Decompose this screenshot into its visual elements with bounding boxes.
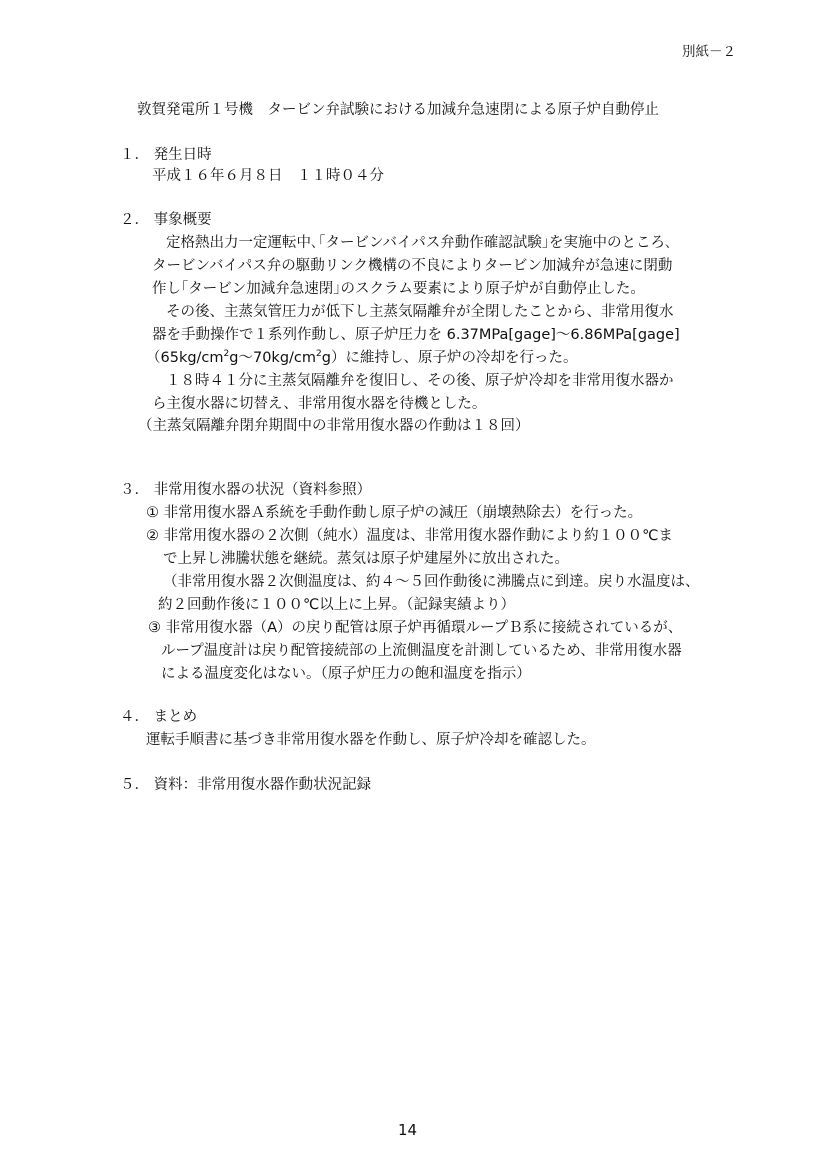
event-summary-line: 定格熱出力一定運転中､｢タービンバイパス弁動作確認試験｣を実施中のところ､ (166, 235, 673, 251)
page-number: 14 (398, 1121, 418, 1139)
event-summary-line: ら主復水器に切替え、非常用復水器を待機とした。 (152, 396, 487, 412)
condenser-status-item: ② 非常用復水器の２次側（純水）温度は、非常用復水器作動により約１００℃ま (146, 528, 673, 544)
event-summary-line: その後、主蒸気管圧力が低下し主蒸気隔離弁が全閉したことから、非常用復水 (166, 304, 674, 320)
section-1-heading: １． 発生日時 (120, 147, 212, 163)
condenser-status-item: ① 非常用復水器Ａ系統を手動作動し原子炉の減圧（崩壊熱除去）を行った。 (146, 505, 643, 521)
section-3-heading: ３． 非常用復水器の状況（資料参照） (120, 482, 372, 498)
event-summary-line: １８時４１分に主蒸気隔離弁を復旧し、その後、原子炉冷却を非常用復水器か (166, 373, 674, 389)
section-4-heading: ４． まとめ (120, 709, 198, 725)
condenser-status-note: （非常用復水器２次側温度は、約４～５回作動後に沸騰点に到達。戻り水温度は、 (163, 574, 700, 590)
event-summary-line: タービンバイパス弁の駆動リンク機構の不良によりタービン加減弁が急速に閉動 (152, 258, 673, 274)
event-summary-note: （主蒸気隔離弁閉弁期間中の非常用復水器の作動は１８回） (138, 418, 530, 434)
pressure-range-line: $(65kg/cm^2g\sim 70kg/cm^2g)$に維持し、原子炉の冷却を行った。 (146, 349, 578, 366)
event-summary-line: 器を手動操作で１系列作動し、原子炉圧力を 6.37MPa[gage]～6.86MPa[gage] (152, 327, 680, 343)
condenser-status-note: 約２回動作後に１００℃以上に上昇。（記録実績より） (158, 597, 516, 613)
event-summary-line: 作し｢タービン加減弁急速閉｣のスクラム要素により原子炉が自動停止した。 (152, 281, 645, 297)
condenser-status-item: による温度変化はない。（原子炉圧力の飽和温度を指示） (161, 666, 531, 682)
annex-label: 別紙－２ (682, 44, 736, 60)
occurrence-datetime: 平成１６年６月８日 １１時０４分 (152, 168, 384, 184)
section-5-heading: ５． 資料：非常用復水器作動状況記録 (120, 777, 372, 793)
condenser-status-item: ③ 非常用復水器（A）の戻り配管は原子炉再循環ループＢ系に接続されているが、 (148, 620, 683, 636)
condenser-status-item: で上昇し沸騰状態を継続。蒸気は原子炉建屋外に放出された。 (163, 551, 569, 567)
section-2-heading: ２． 事象概要 (120, 212, 212, 228)
summary-text: 運転手順書に基づき非常用復水器を作動し、原子炉冷却を確認した。 (146, 732, 596, 748)
page-title: 敦賀発電所１号機 タービン弁試験における加減弁急速閉による原子炉自動停止 (137, 102, 659, 118)
condenser-status-item: ループ温度計は戻り配管接続部の上流側温度を計測しているため、非常用復水器 (161, 643, 682, 659)
